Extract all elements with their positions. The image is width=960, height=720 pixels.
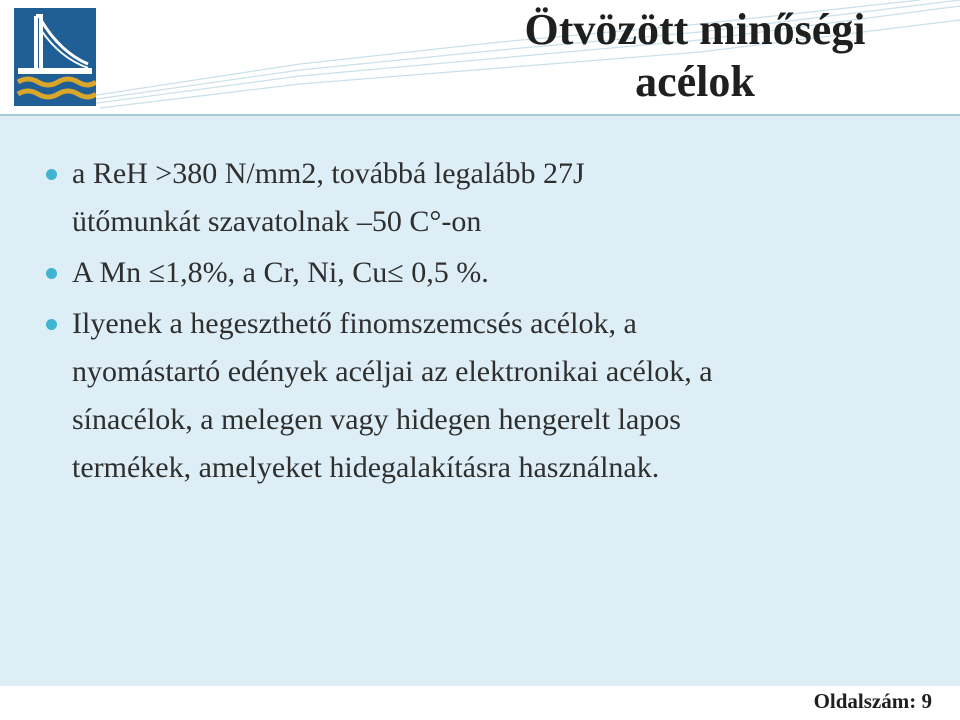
slide-title	[440, 4, 950, 108]
bullet-dot-icon	[46, 319, 57, 330]
page-number: Oldalszám: 9	[813, 689, 932, 713]
bullet-item	[46, 300, 906, 492]
header-divider	[0, 114, 960, 116]
slide-title-line: Ötvözött minőségi	[524, 5, 866, 54]
bullet-list	[46, 150, 906, 492]
slide-header	[0, 0, 960, 116]
bridge-logo-icon	[14, 8, 96, 106]
bullet-text-line: termékek, amelyeket hidegalakításra használnak.	[72, 451, 660, 484]
slide-title-line: acélok	[635, 57, 755, 106]
bullet-text-line: a ReH >380 N/mm2, továbbá legalább 27J	[72, 157, 585, 190]
bullet-item	[46, 249, 906, 297]
bullet-text-line: nyomástartó edények acéljai az elektronikai acélok, a	[72, 355, 713, 388]
bullet-dot-icon	[46, 169, 57, 180]
bullet-dot-icon	[46, 268, 57, 279]
bullet-text-line: ütőmunkát szavatolnak –50 C°-on	[72, 205, 482, 238]
bullet-text-line: sínacélok, a melegen vagy hidegen hengerelt lapos	[72, 403, 681, 436]
bullet-text-line: Ilyenek a hegeszthető finomszemcsés acélok, a	[72, 307, 637, 340]
bullet-text-line: A Mn ≤1,8%, a Cr, Ni, Cu≤ 0,5 %.	[72, 256, 489, 289]
bullet-item	[46, 150, 906, 246]
